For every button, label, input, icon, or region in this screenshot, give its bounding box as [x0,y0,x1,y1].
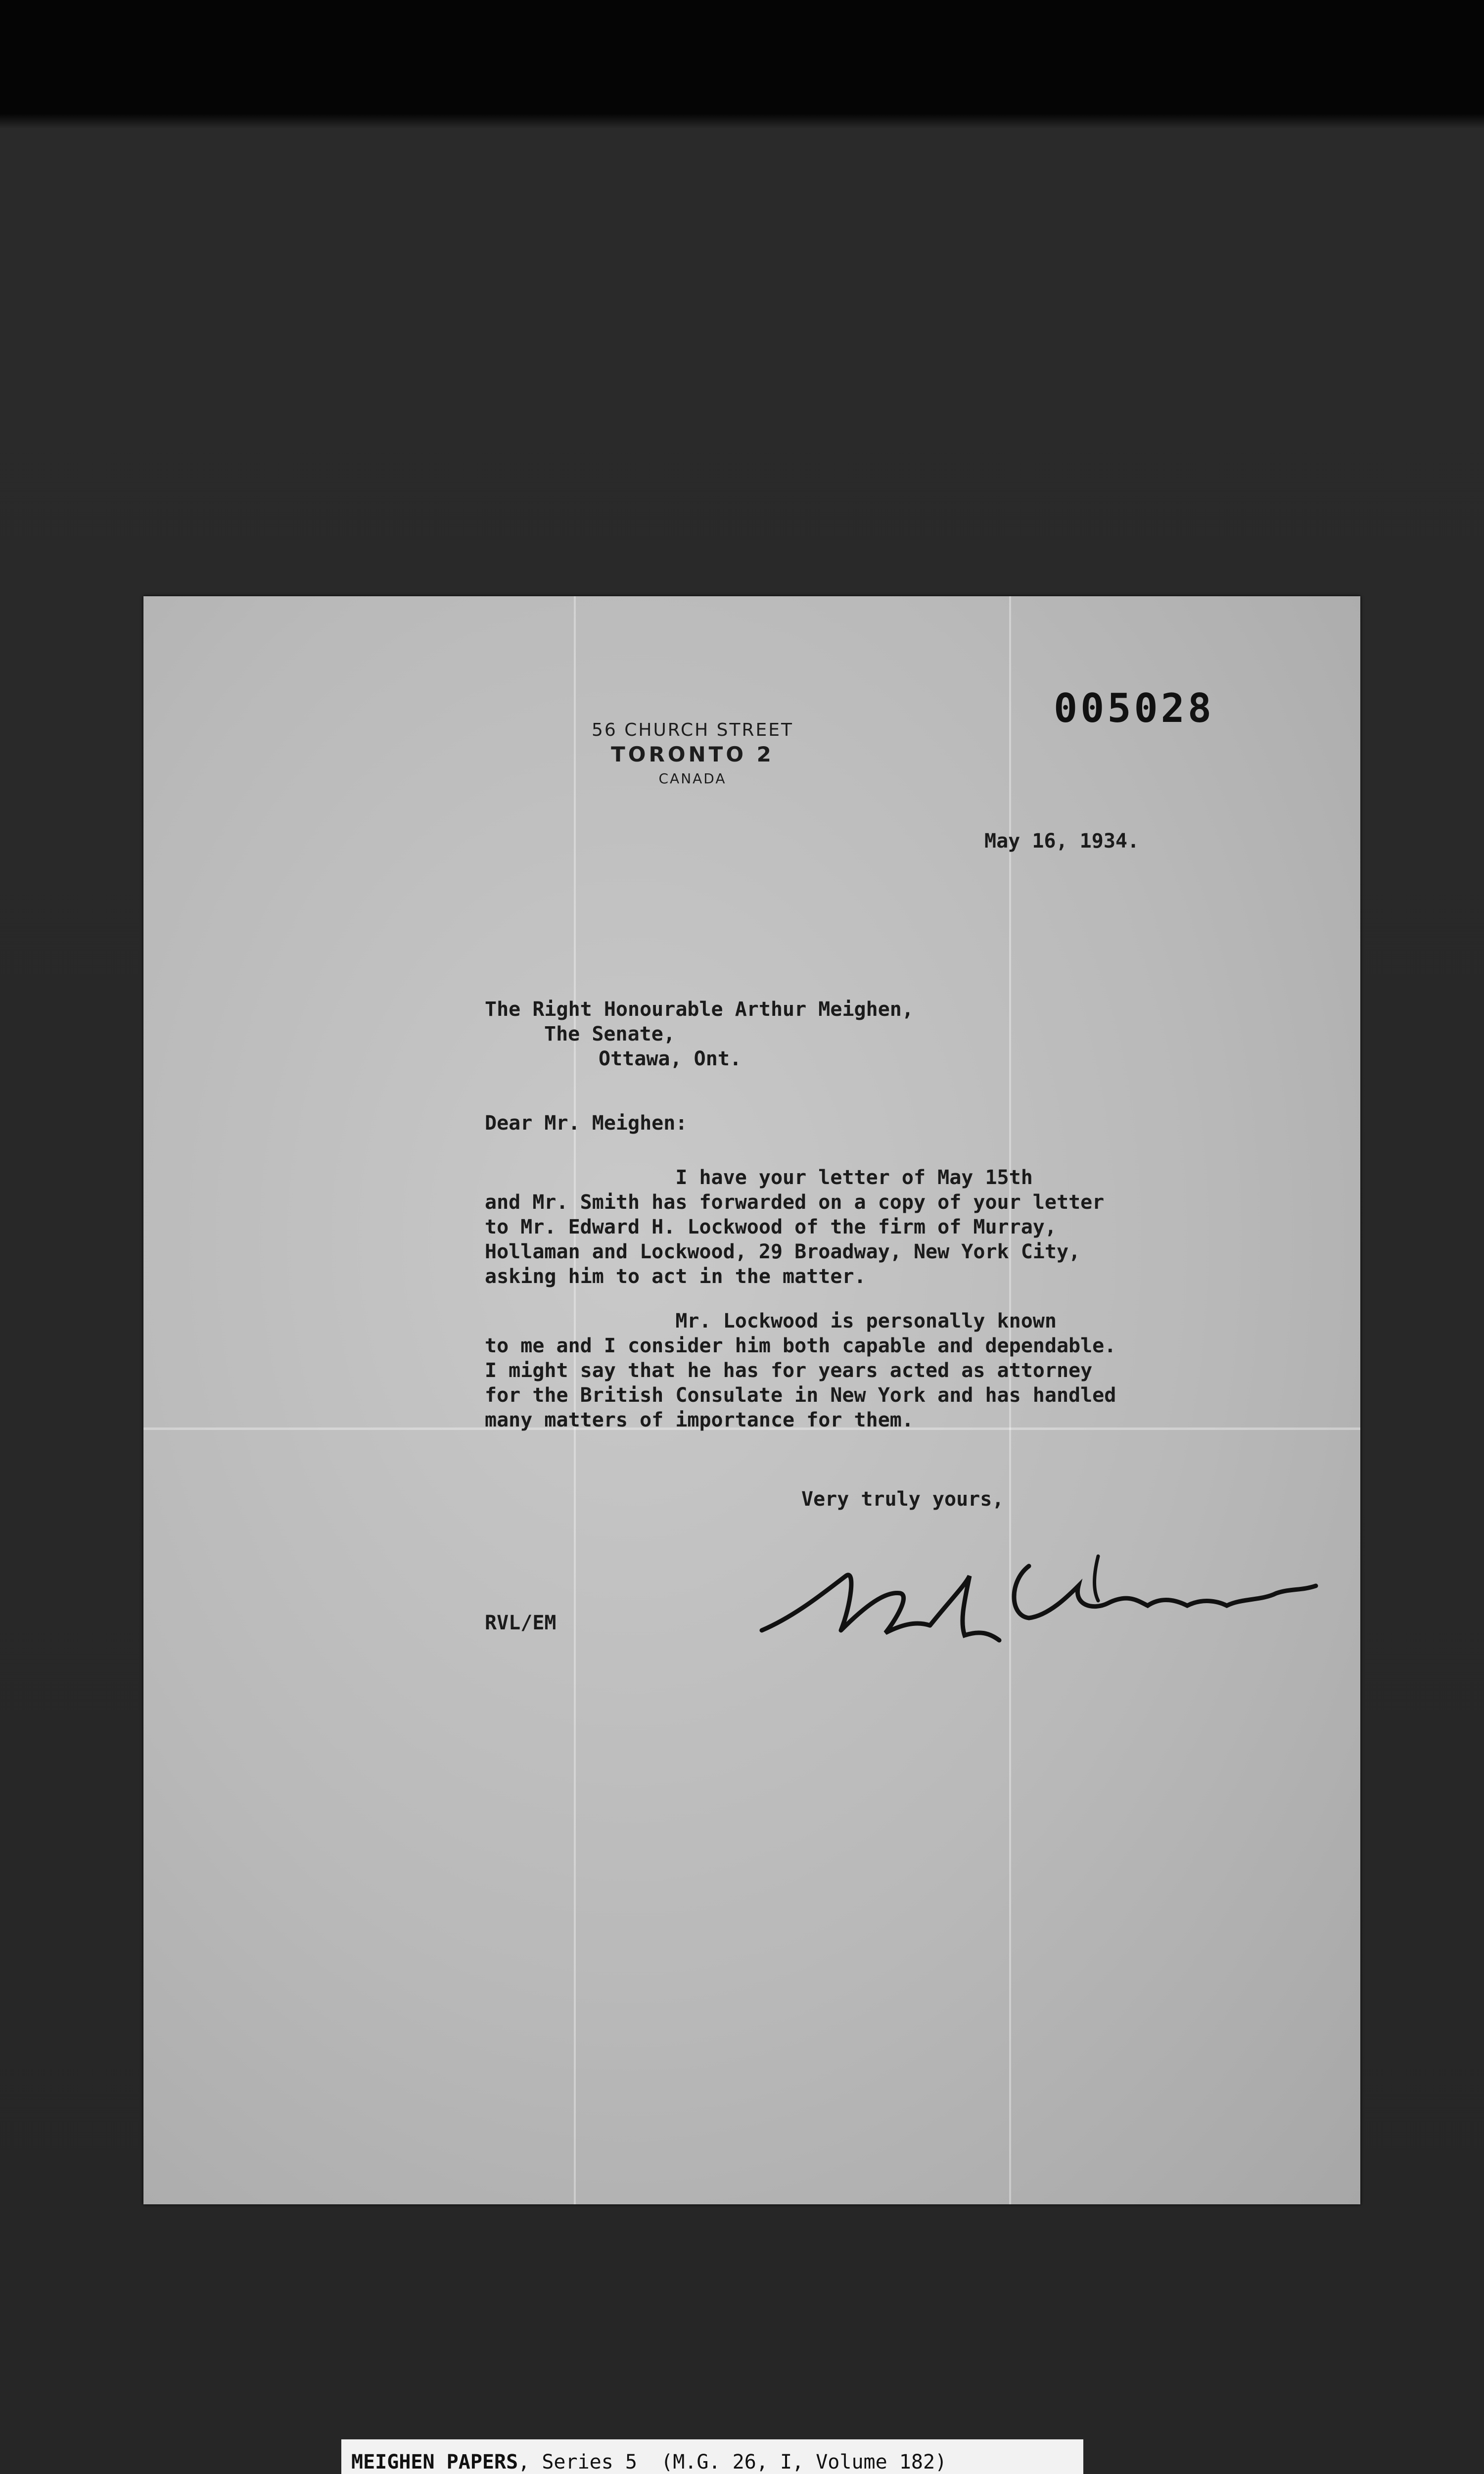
collection-name: MEIGHEN PAPERS [351,2451,518,2474]
letterhead-city: TORONTO 2 [611,742,774,766]
recipient-org: The Senate, [544,1023,675,1046]
body-paragraph-1: I have your letter of May 15th and Mr. Smith has forwarded on a copy of your letter to Mr. Edward H. Lockwood of the firm of Murray, Hollaman and Lockwood, 29 Broadway, New York City, asking him to act in the matter. [485,1166,1105,1288]
recipient-name: The Right Honourable Arthur Meighen, [485,998,914,1021]
salutation: Dear Mr. Meighen: [485,1112,688,1135]
letter-date: May 16, 1934. [984,830,1140,853]
closing: Very truly yours, [801,1488,1004,1511]
letter-page [143,596,1360,2204]
typist-initials: RVL/EM [485,1612,556,1634]
collection-label [341,2439,1083,2474]
letterhead-street: 56 CHURCH STREET [591,720,794,740]
collection-series: , Series 5 (M.G. 26, I, Volume 182) [518,2451,947,2474]
document-number-stamp: 005028 [1054,685,1214,731]
handwritten-signature [752,1546,1326,1665]
body-paragraph-2: Mr. Lockwood is personally known to me and I consider him both capable and dependable. I might say that he has for years acted as attorney for the British Consulate in New York and has handled many matters of importance for them. [485,1310,1116,1431]
letterhead-country: CANADA [658,770,727,787]
recipient-city: Ottawa, Ont. [599,1047,742,1070]
